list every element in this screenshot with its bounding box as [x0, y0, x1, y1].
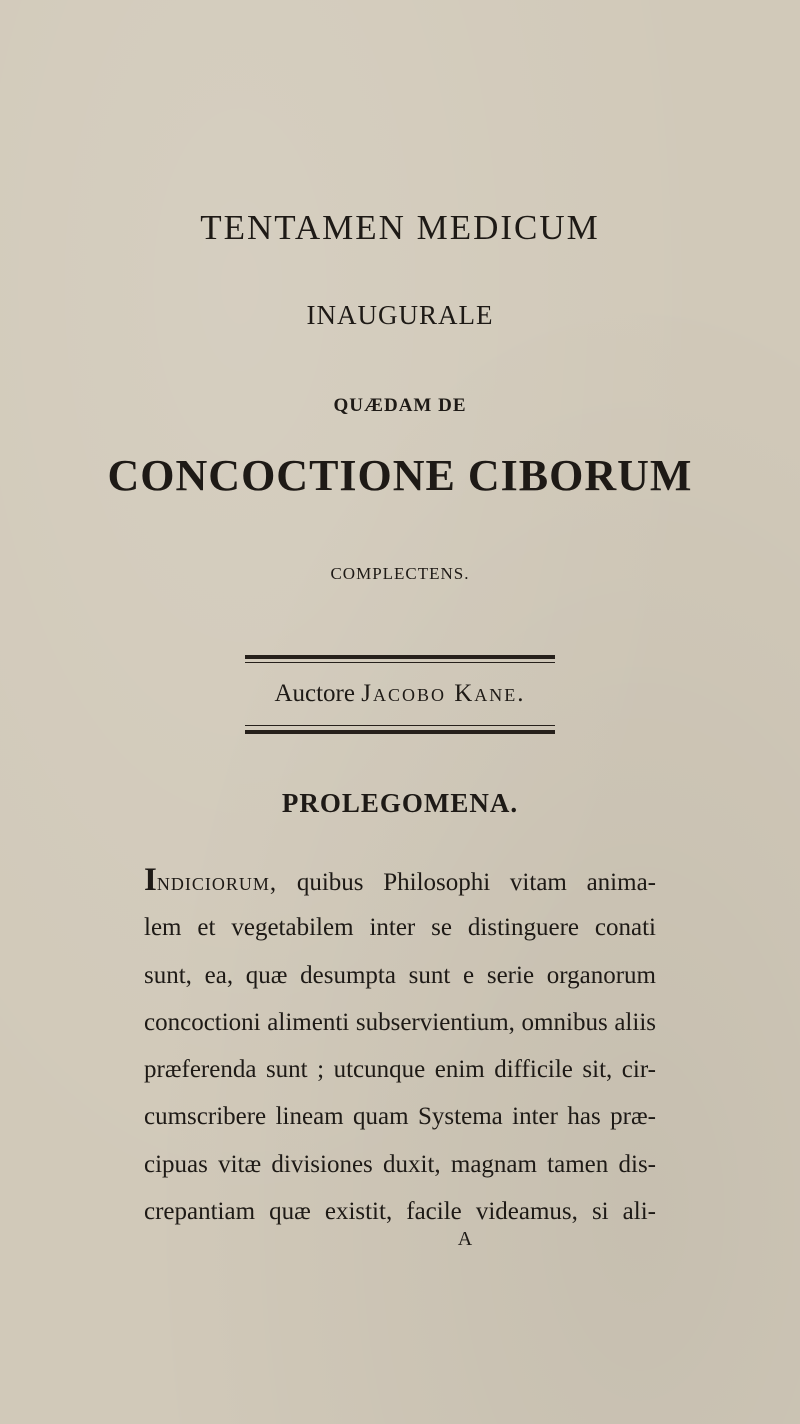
- first-word-rest: ndiciorum,: [156, 869, 278, 896]
- body-line-3: sunt, ea, quæ desumpta sunt e serie organorum: [144, 961, 656, 989]
- body-line-7: cipuas vitæ divisiones duxit, magnam tamen dis-: [144, 1150, 656, 1178]
- author-line: [0, 680, 800, 708]
- body-line-1-text: quibus Philosophi vitam anima-: [277, 869, 656, 896]
- title-line-3: QUÆDAM DE: [333, 395, 467, 416]
- rule-bottom-thin: [245, 725, 555, 726]
- rule-top-thick: [245, 655, 555, 659]
- body-paragraph: [144, 857, 656, 1235]
- body-line-8: crepantiam quæ existit, facile videamus, si ali-: [144, 1198, 656, 1226]
- body-line-4: concoctioni alimenti subservientium, omnibus aliis: [144, 1008, 656, 1036]
- author-name: Jacobo Kane.: [361, 680, 526, 707]
- rule-bottom-thick: [245, 730, 555, 734]
- section-heading: PROLEGOMENA.: [281, 788, 519, 818]
- signature-mark: A: [457, 1228, 473, 1250]
- title-line-4: CONCOCTIONE CIBORUM: [107, 451, 693, 500]
- body-line-2: lem et vegetabilem inter se distinguere conati: [144, 914, 656, 942]
- title-line-5: COMPLECTENS.: [330, 564, 470, 583]
- title-line-1: TENTAMEN MEDICUM: [200, 208, 600, 247]
- body-line-5: præferenda sunt ; utcunque enim difficile sit, cir-: [144, 1056, 656, 1084]
- title-line-2: INAUGURALE: [306, 300, 494, 330]
- rule-top-thin: [245, 662, 555, 663]
- author-prefix: Auctore: [274, 680, 362, 707]
- body-line-1: [144, 857, 656, 904]
- body-line-6: cumscribere lineam quam Systema inter has præ-: [144, 1103, 656, 1131]
- drop-cap: I: [144, 862, 157, 898]
